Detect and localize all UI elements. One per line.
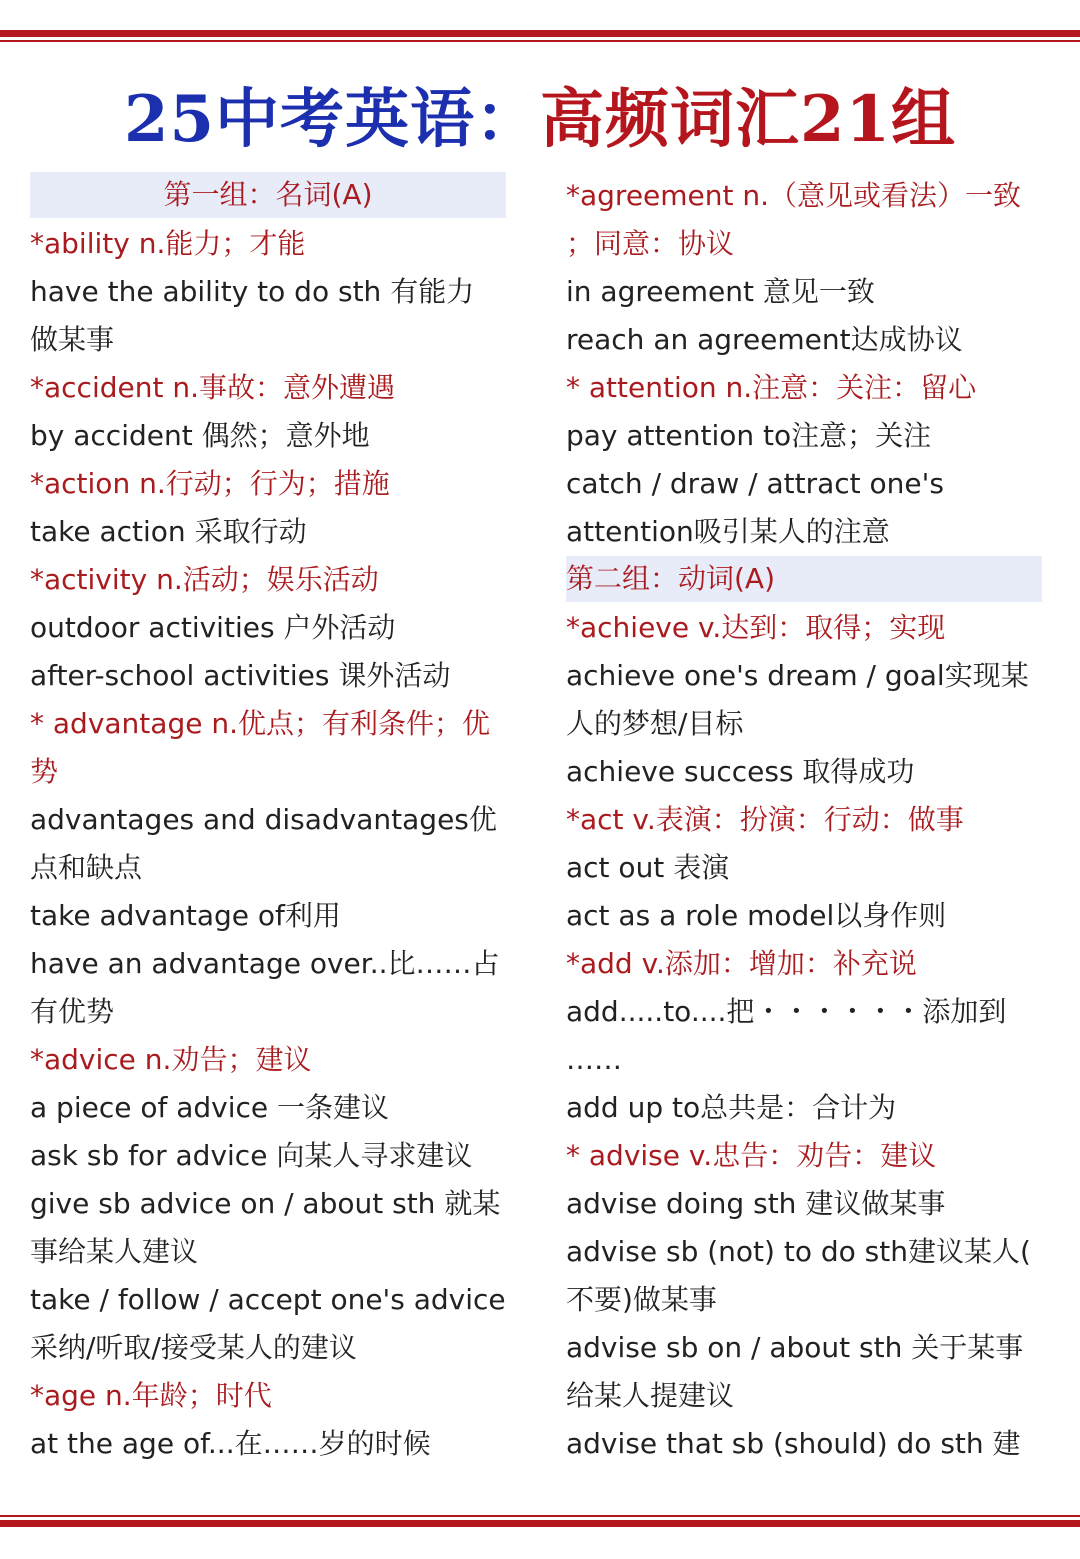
vocab-entry: *age n.年龄；时代 <box>30 1379 272 1412</box>
title-part-1: 25中考英语： <box>123 82 540 157</box>
phrase-line: achieve success 取得成功 <box>566 755 915 788</box>
phrase-line: add.....to....把・・・・・・添加到 <box>566 995 1007 1028</box>
phrase-line: have an advantage over..比……占 <box>30 947 500 980</box>
phrase-line: 有优势 <box>30 995 115 1028</box>
page-title <box>0 78 1080 162</box>
left-column <box>30 172 506 1468</box>
phrase-line: give sb advice on / about sth 就某 <box>30 1187 501 1220</box>
phrase-line: 事给某人建议 <box>30 1235 199 1268</box>
phrase-line: 不要)做某事 <box>566 1283 717 1316</box>
vocab-entry: *action n.行动；行为；措施 <box>30 467 390 500</box>
vocab-entry: *add v.添加：增加：补充说 <box>566 947 917 980</box>
phrase-line: achieve one's dream / goal实现某 <box>566 659 1029 692</box>
phrase-line: 采纳/听取/接受某人的建议 <box>30 1331 357 1364</box>
phrase-line: advise sb on / about sth 关于某事 <box>566 1331 1024 1364</box>
bottom-border <box>0 1515 1080 1527</box>
phrase-line: advise doing sth 建议做某事 <box>566 1187 946 1220</box>
top-border <box>0 30 1080 42</box>
phrase-line: at the age of...在……岁的时候 <box>30 1427 431 1460</box>
group-heading: 第一组：名词(A) <box>30 172 506 218</box>
phrase-line: 给某人提建议 <box>566 1379 735 1412</box>
vocab-entry: *accident n.事故：意外遭遇 <box>30 371 395 404</box>
phrase-line: outdoor activities 户外活动 <box>30 611 396 644</box>
right-column <box>566 172 1042 1468</box>
phrase-line: take action 采取行动 <box>30 515 307 548</box>
phrase-line: by accident 偶然；意外地 <box>30 419 370 452</box>
phrase-line: act as a role model以身作则 <box>566 899 947 932</box>
vocab-entry: *agreement n.（意见或看法）一致 <box>566 179 1022 212</box>
group-heading: 第二组：动词(A) <box>566 556 1042 602</box>
phrase-line: …… <box>566 1043 622 1076</box>
phrase-line: reach an agreement达成协议 <box>566 323 963 356</box>
phrase-line: add up to总共是：合计为 <box>566 1091 897 1124</box>
phrase-line: 人的梦想/目标 <box>566 707 744 740</box>
phrase-line: catch / draw / attract one's <box>566 467 944 500</box>
phrase-line: ask sb for advice 向某人寻求建议 <box>30 1139 473 1172</box>
vocab-entry: * advise v.忠告：劝告：建议 <box>566 1139 937 1172</box>
phrase-line: pay attention to注意；关注 <box>566 419 932 452</box>
phrase-line: in agreement 意见一致 <box>566 275 875 308</box>
phrase-line: a piece of advice 一条建议 <box>30 1091 390 1124</box>
phrase-line: take / follow / accept one's advice <box>30 1283 506 1316</box>
vocab-entry: *activity n.活动；娱乐活动 <box>30 563 379 596</box>
phrase-line: 做某事 <box>30 323 115 356</box>
vocab-entry: *act v.表演：扮演：行动：做事 <box>566 803 964 836</box>
phrase-line: take advantage of利用 <box>30 899 341 932</box>
phrase-line: act out 表演 <box>566 851 730 884</box>
phrase-line: have the ability to do sth 有能力 <box>30 275 475 308</box>
vocab-entry: * advantage n.优点；有利条件；优 <box>30 707 490 740</box>
phrase-line: attention吸引某人的注意 <box>566 515 890 548</box>
vocab-entry: 势 <box>30 755 59 788</box>
vocab-entry: ；同意：协议 <box>566 227 735 260</box>
vocab-entry: * attention n.注意：关注：留心 <box>566 371 977 404</box>
phrase-line: advise that sb (should) do sth 建 <box>566 1427 1021 1460</box>
vocab-entry: *ability n.能力；才能 <box>30 227 306 260</box>
vocab-entry: *advice n.劝告；建议 <box>30 1043 312 1076</box>
phrase-line: after-school activities 课外活动 <box>30 659 451 692</box>
vocab-entry: *achieve v.达到：取得；实现 <box>566 611 946 644</box>
title-part-2: 高频词汇21组 <box>540 82 957 157</box>
phrase-line: advise sb (not) to do sth建议某人( <box>566 1235 1031 1268</box>
phrase-line: 点和缺点 <box>30 851 143 884</box>
phrase-line: advantages and disadvantages优 <box>30 803 497 836</box>
